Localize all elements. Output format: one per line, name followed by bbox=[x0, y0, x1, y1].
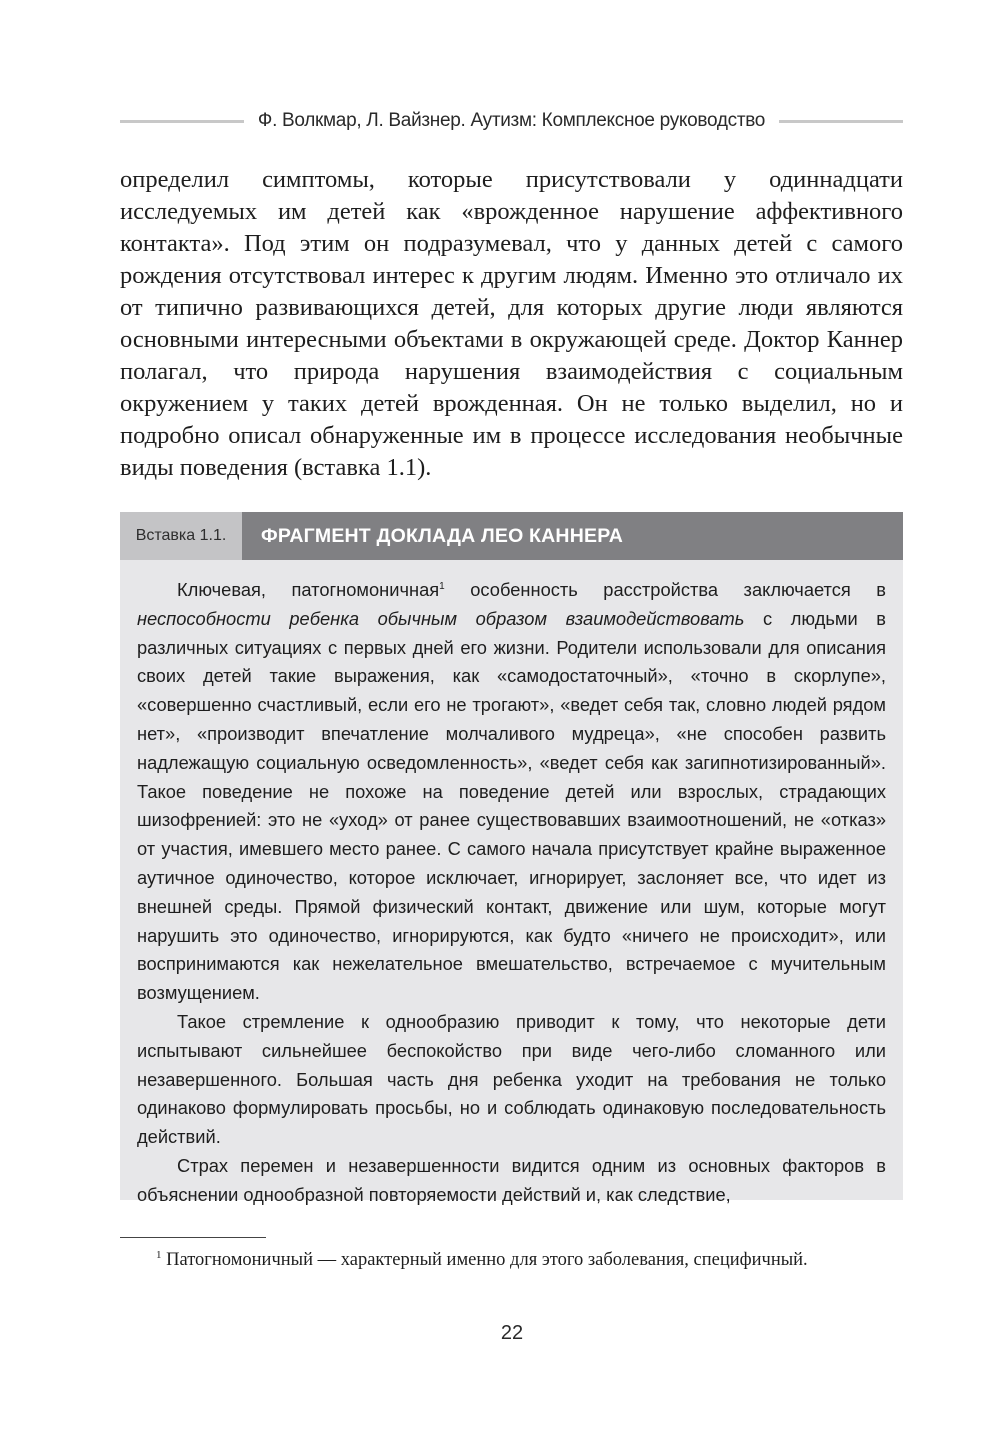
inset-paragraph-1 bbox=[137, 576, 886, 1008]
inset-p1-start: Ключевая, патогномоничная bbox=[177, 579, 440, 600]
footnote-marker: 1 bbox=[156, 1248, 162, 1261]
inset-header bbox=[120, 512, 903, 560]
inset-paragraph-3: Страх перемен и незавершенности видится одним из основных факторов в объяснении однообразной повторяемости действий и, как следствие, bbox=[137, 1154, 886, 1205]
footnote-reference[interactable]: 1 bbox=[439, 580, 445, 592]
inset-p1-mid: особенность расстройства заключается в bbox=[444, 579, 886, 600]
running-head-title: Ф. Волкмар, Л. Вайзнер. Аутизм: Комплексное руководство bbox=[257, 110, 766, 131]
body-text bbox=[120, 164, 903, 484]
running-head-rule-left bbox=[120, 120, 244, 123]
page-number: 22 bbox=[500, 1322, 524, 1344]
inset-p1-end: с людьми в различных ситуациях с первых дней его жизни. Родители использовали для описания своих детей такие выражения, как «самодостаточный», «точно в скорлупе», «совершенно счастливый, если его не трогают», «ведет себя так, словно людей рядом нет», «производит впечатление молчаливого мудреца», «не способен развить надлежащую социальную осведомленность», «ведет себя как загипнотизированный». Такое поведение не похоже на поведение детей или взрослых, страдающих шизофренией: это не «уход» от ранее существовавших взаимоотношений, не «отказ» от участия, имевшего место ранее. С самого начала присутствует крайне выраженное аутичное одиночество, которое исключает, игнорирует, заслоняет все, что идет из внешней среды. Прямой физический контакт, движение или шум, которые могут нарушить это одиночество, игнорируются, как будто «ничего не происходит», или воспринимаются как нежелательное вмешательство, встречаемое с мучительным возмущением. bbox=[137, 607, 886, 1004]
body-paragraph: определил симптомы, которые присутствовали у одиннадцати исследуемых им детей как «врожденное нарушение аффективного контакта». Под этим он подразумевал, что у данных детей с самого рождения отсутствовал интерес к другим людям. Именно это отличало их от типично развивающихся детей, для которых другие люди являются основными интересными объектами в окружающей среде. Доктор Каннер полагал, что природа нарушения взаимодействия с социальным окружением у таких детей врожденная. Он не только выделил, но и подробно описал обнаруженные им в процессе исследования необычные виды поведения (вставка 1.1). bbox=[120, 166, 903, 481]
inset-p1-italic: неспособности ребенка обычным образом взаимодействовать bbox=[137, 607, 745, 629]
footnote-rule bbox=[120, 1237, 266, 1238]
inset-paragraph-2: Такое стремление к однообразию приводит к тому, что некоторые дети испытывают сильнейшее беспокойство при виде чего-либо сломанного или незавершенного. Большая часть дня ребенка уходит на требования не только одинаково формулировать просьбы, но и соблюдать одинаковую последовательность действий. bbox=[137, 1010, 886, 1148]
footnote-text: Патогномоничный — характерный именно для этого заболевания, специфичный. bbox=[161, 1250, 808, 1270]
running-head bbox=[120, 104, 903, 138]
running-head-rule-right bbox=[779, 120, 903, 123]
inset-label: Вставка 1.1. bbox=[120, 512, 242, 560]
inset-title: ФРАГМЕНТ ДОКЛАДА ЛЕО КАННЕРА bbox=[242, 512, 903, 560]
inset-body bbox=[120, 560, 903, 1205]
footnote bbox=[120, 1246, 903, 1274]
